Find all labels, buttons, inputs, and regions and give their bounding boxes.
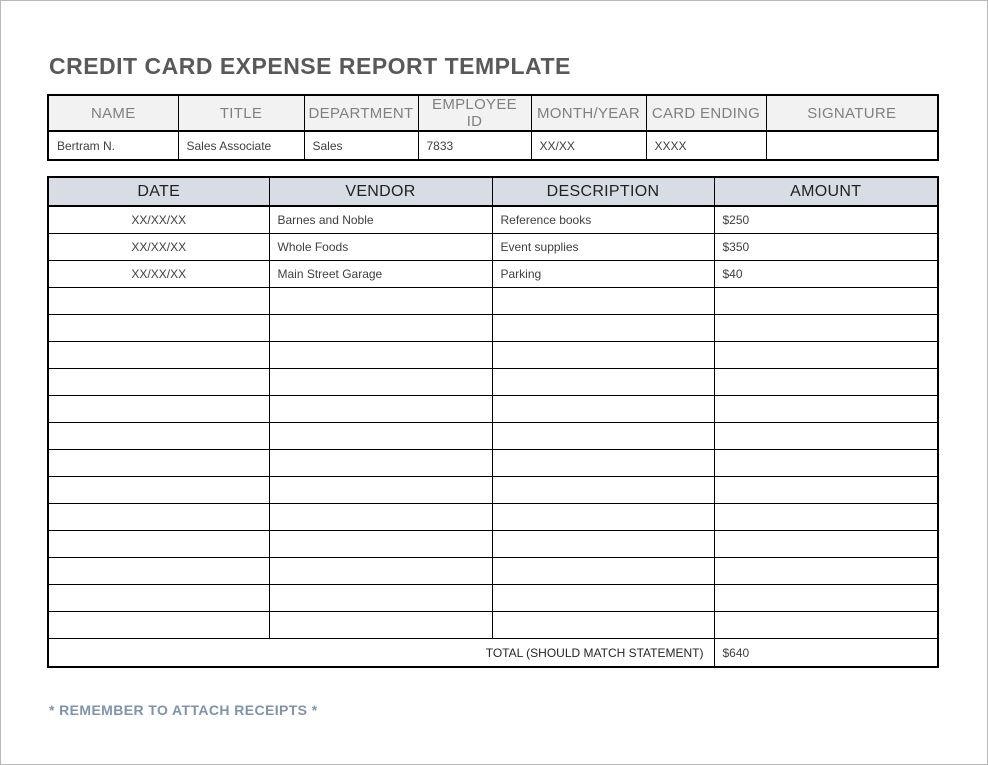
cell-date[interactable] <box>48 396 269 423</box>
expense-row <box>48 531 938 558</box>
cell-date[interactable] <box>48 450 269 477</box>
total-label: TOTAL (SHOULD MATCH STATEMENT) <box>48 639 714 668</box>
cell-amount[interactable] <box>714 288 938 315</box>
cell-amount[interactable]: $250 <box>714 206 938 234</box>
header-title: TITLE <box>178 95 304 131</box>
cell-description[interactable] <box>492 315 714 342</box>
cell-description[interactable] <box>492 396 714 423</box>
cell-description[interactable]: Parking <box>492 261 714 288</box>
cell-amount[interactable] <box>714 423 938 450</box>
cell-date[interactable] <box>48 423 269 450</box>
cell-vendor[interactable] <box>269 369 492 396</box>
cell-date[interactable] <box>48 369 269 396</box>
cell-description[interactable]: Reference books <box>492 206 714 234</box>
cell-amount[interactable] <box>714 504 938 531</box>
cell-description[interactable]: Event supplies <box>492 234 714 261</box>
expense-table <box>47 176 939 668</box>
cell-vendor[interactable] <box>269 612 492 639</box>
cell-description[interactable] <box>492 342 714 369</box>
cell-date[interactable]: XX/XX/XX <box>48 206 269 234</box>
expense-row <box>48 585 938 612</box>
cell-date[interactable] <box>48 558 269 585</box>
expense-row <box>48 396 938 423</box>
cell-description[interactable] <box>492 612 714 639</box>
cell-date[interactable]: XX/XX/XX <box>48 234 269 261</box>
employee-info-table <box>47 94 939 161</box>
cell-amount[interactable] <box>714 477 938 504</box>
header-department: DEPARTMENT <box>304 95 418 131</box>
cell-amount[interactable] <box>714 558 938 585</box>
expense-table-body <box>48 206 938 639</box>
expense-row <box>48 612 938 639</box>
cell-date[interactable] <box>48 585 269 612</box>
total-row <box>48 639 938 668</box>
cell-description[interactable] <box>492 288 714 315</box>
cell-amount[interactable] <box>714 396 938 423</box>
expense-row <box>48 288 938 315</box>
cell-amount[interactable] <box>714 315 938 342</box>
header-employee-id: EMPLOYEE ID <box>418 95 531 131</box>
header-signature: SIGNATURE <box>766 95 938 131</box>
cell-amount[interactable]: $350 <box>714 234 938 261</box>
cell-vendor[interactable]: Barnes and Noble <box>269 206 492 234</box>
cell-amount[interactable]: $40 <box>714 261 938 288</box>
cell-date[interactable] <box>48 612 269 639</box>
cell-date[interactable]: XX/XX/XX <box>48 261 269 288</box>
expense-row <box>48 342 938 369</box>
expense-row <box>48 450 938 477</box>
cell-vendor[interactable] <box>269 315 492 342</box>
header-month-year: MONTH/YEAR <box>531 95 646 131</box>
cell-vendor[interactable] <box>269 504 492 531</box>
cell-amount[interactable] <box>714 342 938 369</box>
cell-date[interactable] <box>48 477 269 504</box>
header-card-ending: CARD ENDING <box>646 95 766 131</box>
cell-vendor[interactable]: Whole Foods <box>269 234 492 261</box>
header-description: DESCRIPTION <box>492 177 714 206</box>
cell-amount[interactable] <box>714 450 938 477</box>
cell-signature[interactable] <box>766 131 938 160</box>
cell-date[interactable] <box>48 315 269 342</box>
cell-description[interactable] <box>492 558 714 585</box>
cell-amount[interactable] <box>714 612 938 639</box>
cell-description[interactable] <box>492 369 714 396</box>
cell-vendor[interactable] <box>269 396 492 423</box>
cell-amount[interactable] <box>714 369 938 396</box>
total-amount[interactable]: $640 <box>714 639 938 668</box>
expense-row <box>48 558 938 585</box>
cell-name[interactable]: Bertram N. <box>48 131 178 160</box>
cell-description[interactable] <box>492 585 714 612</box>
expense-row <box>48 315 938 342</box>
cell-description[interactable] <box>492 531 714 558</box>
page-title: CREDIT CARD EXPENSE REPORT TEMPLATE <box>49 53 571 79</box>
cell-description[interactable] <box>492 477 714 504</box>
cell-amount[interactable] <box>714 531 938 558</box>
cell-card-ending[interactable]: XXXX <box>646 131 766 160</box>
cell-title[interactable]: Sales Associate <box>178 131 304 160</box>
cell-date[interactable] <box>48 531 269 558</box>
info-header-row <box>48 95 938 131</box>
expense-row <box>48 423 938 450</box>
cell-description[interactable] <box>492 450 714 477</box>
cell-vendor[interactable] <box>269 477 492 504</box>
cell-date[interactable] <box>48 342 269 369</box>
header-name: NAME <box>48 95 178 131</box>
cell-amount[interactable] <box>714 585 938 612</box>
cell-description[interactable] <box>492 504 714 531</box>
cell-date[interactable] <box>48 504 269 531</box>
cell-date[interactable] <box>48 288 269 315</box>
cell-department[interactable]: Sales <box>304 131 418 160</box>
header-vendor: VENDOR <box>269 177 492 206</box>
expense-header-row <box>48 177 938 206</box>
footer-note: * REMEMBER TO ATTACH RECEIPTS * <box>49 702 318 718</box>
expense-row <box>48 369 938 396</box>
cell-vendor[interactable] <box>269 450 492 477</box>
cell-vendor[interactable] <box>269 585 492 612</box>
cell-vendor[interactable] <box>269 288 492 315</box>
expense-row <box>48 504 938 531</box>
cell-employee-id[interactable]: 7833 <box>418 131 531 160</box>
expense-row <box>48 234 938 261</box>
cell-vendor[interactable] <box>269 342 492 369</box>
cell-description[interactable] <box>492 423 714 450</box>
info-value-row <box>48 131 938 160</box>
cell-vendor[interactable]: Main Street Garage <box>269 261 492 288</box>
header-amount: AMOUNT <box>714 177 938 206</box>
cell-month-year[interactable]: XX/XX <box>531 131 646 160</box>
expense-row <box>48 206 938 234</box>
cell-vendor[interactable] <box>269 423 492 450</box>
cell-vendor[interactable] <box>269 531 492 558</box>
header-date: DATE <box>48 177 269 206</box>
expense-row <box>48 477 938 504</box>
cell-vendor[interactable] <box>269 558 492 585</box>
expense-row <box>48 261 938 288</box>
